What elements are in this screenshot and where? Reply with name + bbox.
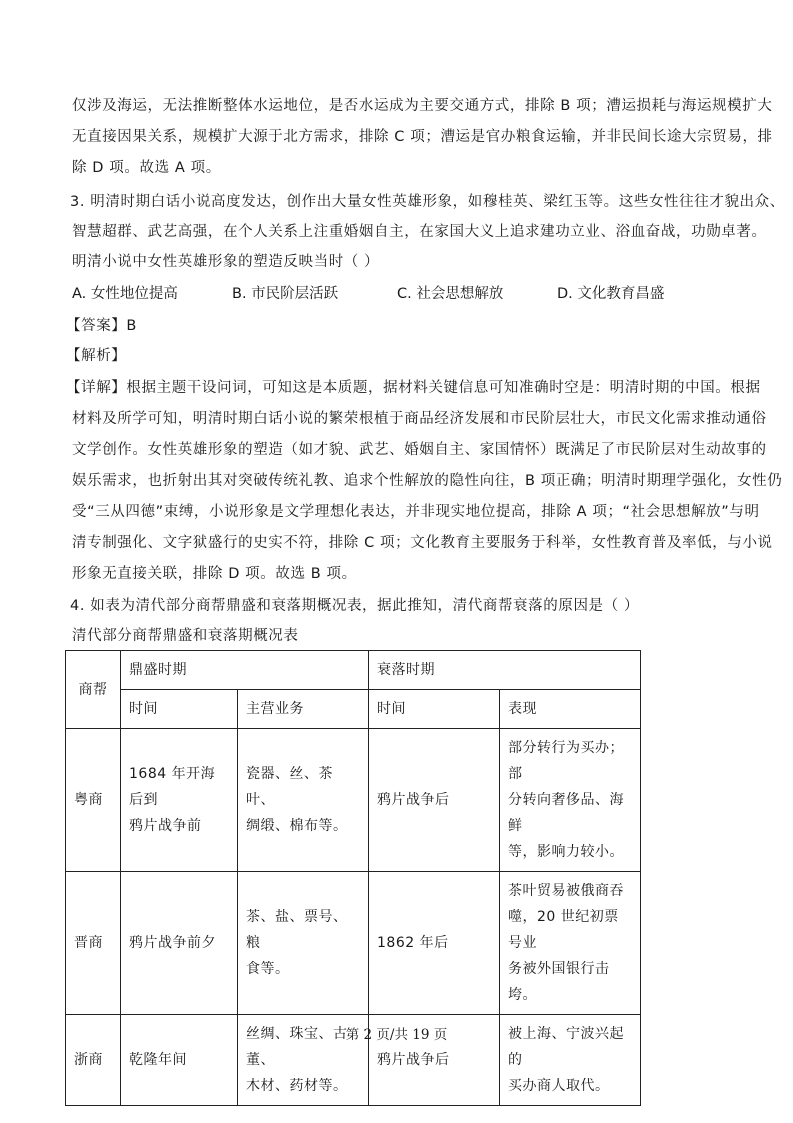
header-peak: 鼎盛时期 — [121, 651, 369, 690]
cell-decline-time: 鸦片战争后 — [369, 729, 500, 872]
header-manifest: 表现 — [500, 690, 641, 729]
cell-manifest: 部分转行为买办；部 分转向奢侈品、海鲜 等，影响力较小。 — [500, 729, 641, 872]
cell-peak-time: 1684 年开海后到 鸦片战争前 — [121, 729, 238, 872]
analysis-label: 【解析】 — [66, 348, 127, 364]
detail-line: 娱乐需求，也折射出其对突破传统礼教、追求个性解放的隐性向往，B 项正确；明清时期理学强化，女性仍 — [72, 473, 783, 489]
cell-merchant: 晋商 — [66, 872, 121, 1015]
answer-label: 【答案】B — [66, 318, 137, 334]
detail-line: 【详解】根据主题干设问词，可知这是本质题，据材料关键信息可知准确时空是：明清时期的中国。根据 — [66, 380, 761, 396]
option-c: C. 社会思想解放 — [397, 286, 504, 302]
header-peak-time: 时间 — [121, 690, 238, 729]
detail-line: 材料及所学可知，明清时期白话小说的繁荣根植于商品经济发展和市民阶层壮大，市民文化需求推动通俗 — [72, 411, 767, 427]
cell-decline-time: 1862 年后 — [369, 872, 500, 1015]
detail-line: 清专制强化、文字狱盛行的史实不符，排除 C 项；文化教育主要服务于科举，女性教育普及率低，与小说 — [72, 535, 773, 551]
detail-line: 受“三从四德”束缚，小说形象是文学理想化表达，并非现实地位提高，排除 A 项；“社会思想解放”与明 — [72, 504, 760, 520]
question-3-text: 智慧超群、武艺高强，在个人关系上注重婚姻自主，在家国大义上追求建功立业、浴血奋战，功勋卓著。 — [72, 224, 767, 240]
page-footer: 第 2 页/共 19 页 — [345, 1027, 448, 1043]
cell-merchant: 浙商 — [66, 1015, 121, 1106]
paragraph-line: 无直接因果关系，规模扩大源于北方需求，排除 C 项；漕运是官办粮食运输，并非民间长途大宗贸易，排 — [72, 129, 773, 145]
cell-merchant: 粤商 — [66, 729, 121, 872]
table-row — [66, 872, 641, 1015]
cell-manifest: 茶叶贸易被俄商吞 噬，20 世纪初票号业 务被外国银行击垮。 — [500, 872, 641, 1015]
option-d: D. 文化教育昌盛 — [557, 286, 665, 302]
header-decline: 衰落时期 — [369, 651, 641, 690]
question-3-text: 明清小说中女性英雄形象的塑造反映当时（ ） — [72, 254, 380, 270]
cell-business: 瓷器、丝、茶叶、 绸缎、棉布等。 — [238, 729, 369, 872]
paragraph-line: 除 D 项。故选 A 项。 — [72, 160, 221, 176]
table-header-row — [66, 651, 641, 690]
detail-line: 文学创作。女性英雄形象的塑造（如才貌、武艺、婚姻自主、家国情怀）既满足了市民阶层对生动故事的 — [72, 442, 767, 458]
header-merchant: 商帮 — [66, 651, 121, 729]
table-title: 清代部分商帮鼎盛和衰落期概况表 — [72, 628, 299, 644]
cell-business: 丝绸、珠宝、古董、 木材、药材等。 — [238, 1015, 369, 1106]
detail-line: 形象无直接关联，排除 D 项。故选 B 项。 — [72, 566, 357, 582]
cell-manifest: 被上海、宁波兴起的 买办商人取代。 — [500, 1015, 641, 1106]
paragraph-line: 仅涉及海运，无法推断整体水运地位，是否水运成为主要交通方式，排除 B 项；漕运损耗与海运规模扩大 — [72, 98, 773, 114]
cell-peak-time: 鸦片战争前夕 — [121, 872, 238, 1015]
cell-decline-time: 鸦片战争后 — [369, 1015, 500, 1106]
question-3-text: 3. 明清时期白话小说高度发达，创作出大量女性英雄形象，如穆桂英、梁红玉等。这些女性往往才貌出众、 — [70, 194, 785, 210]
header-decline-time: 时间 — [369, 690, 500, 729]
table-row — [66, 729, 641, 872]
cell-business: 茶、盐、票号、粮 食等。 — [238, 872, 369, 1015]
table-subheader-row — [66, 690, 641, 729]
question-4-text: 4. 如表为清代部分商帮鼎盛和衰落期概况表，据此推知，清代商帮衰落的原因是（ ） — [70, 598, 640, 614]
option-b: B. 市民阶层活跃 — [232, 286, 339, 302]
header-business: 主营业务 — [238, 690, 369, 729]
option-a: A. 女性地位提高 — [72, 286, 178, 302]
cell-peak-time: 乾隆年间 — [121, 1015, 238, 1106]
